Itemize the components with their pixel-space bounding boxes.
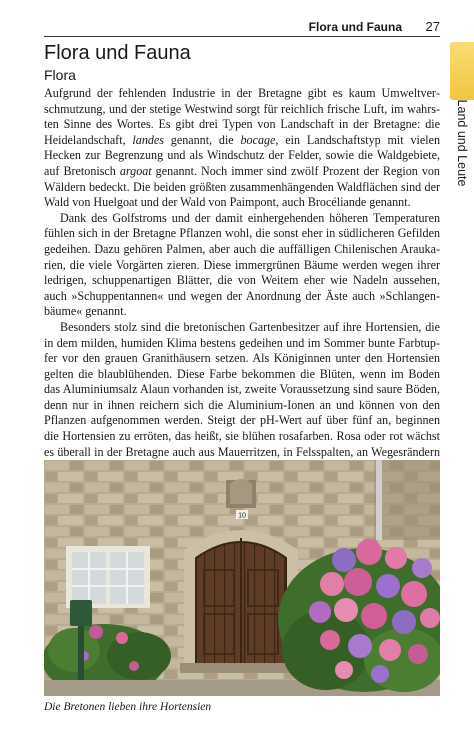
door-plaque: 10 [238,512,246,520]
term-bocage: bocage, [240,132,279,147]
paragraph-2: Dank des Golfstroms und der damit einhergehenden höheren Temperaturen fühlen sich in der Bretagne Pflanzen wohl, die sonst eher in südlicheren Gefilden gedeihen. Dazu gehören Palmen, aber auch die auffälligen Chilenischen Araukarien, die viele Vorgärten zieren. Diese immergrünen Bäume werden wegen ihrer ledrigen, schuppenartigen Blätter, die von Weitem eher wie Nadeln aussehen, auch »Schuppentannen« und wegen der Anordnung der Äste auch »Schlangenbäume« genannt. [44,210,440,319]
term-argoat: argoat [119,163,152,178]
section-title: Flora [44,67,76,83]
hydrangea-house-photo [44,460,440,696]
drain-pipe [376,460,382,540]
term-landes: landes [132,132,164,147]
body-text [44,86,440,476]
page-number: 27 [425,19,440,34]
paragraph-1: Aufgrund der fehlenden Industrie in der Bretagne gibt es kaum Umweltverschmutzung, und der stetige Westwind sorgt für reichlich frische Luft, im wahrsten Sinne des Wortes. Es gibt drei Typen von Landschaft in der Bretagne: die Heidelandschaft, landes genannt, die bocage, ein Landschaftstyp mit vielen Hecken zur Begrenzung und als Windschutz der Felder, sowie die Waldgebiete, auf Bretonisch argoat genannt. Noch immer sind zwölf Prozent der Region von Wäldern bedeckt. Die beiden größten zusammenhängenden Waldflächen sind der Wald von Huelgoat und der Wald von Paimpont, auch Brocéliande genannt. [44,86,440,210]
running-title: Flora und Fauna [308,20,402,34]
section-thumb-tab [450,42,474,100]
side-section-label: Land und Leute [455,99,469,187]
paragraph-3: Besonders stolz sind die bretonischen Gartenbesitzer auf ihre Hortensien, die in dem milden, humiden Klima bestens gedeihen und im Sommer bunte Farbtupfer vor den grauen Granithäusern setzen. Als Königinnen unter den Hortensien gelten die blaublühenden. Diese Farbe bekommen die Blüten, wenn im Boden das Aluminiumsalz Alaun vorhanden ist, zweite Voraussetzung sind saure Böden, denn nur in ihnen reichern sich die Aluminium-Ionen an und können von den Pflanzen aufgenommen werden. Steigt der pH-Wert auf über fünf an, beginnen die Hortensien zu erröten, das heißt, sie blühen rosafarben. Rosa oder rot wächst es überall in der Bretagne auch aus Mauerritzen, in Felsspalten, an Wegesrändern [44,319,440,459]
green-mailbox [70,600,92,626]
running-head [44,20,440,37]
chapter-title: Flora und Fauna [44,42,191,64]
photo-caption: Die Bretonen lieben ihre Hortensien [44,701,212,713]
door-step [180,663,302,673]
